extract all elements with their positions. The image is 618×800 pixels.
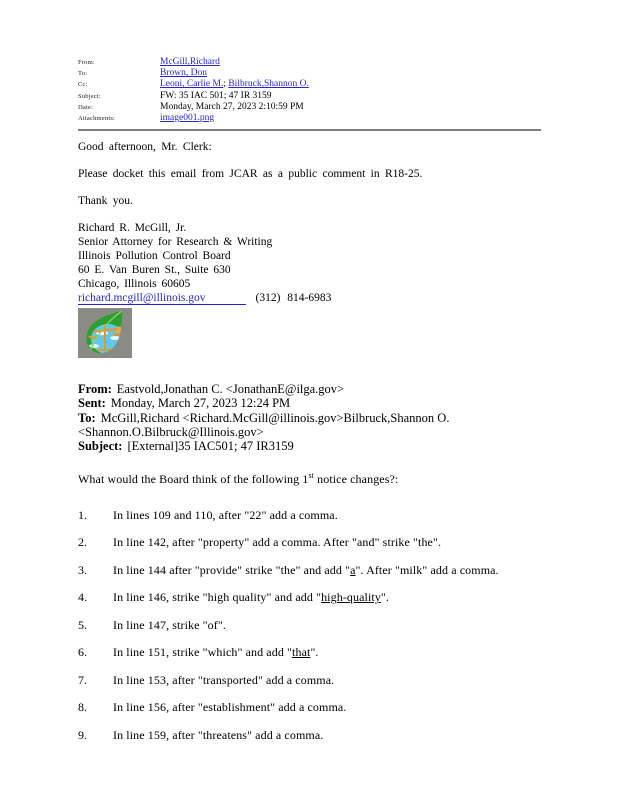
item-number: 6. bbox=[78, 645, 87, 660]
email-header-block bbox=[78, 57, 541, 131]
question-superscript: st bbox=[308, 470, 315, 480]
item-text-pre: In line 146, strike "high quality" and add " bbox=[113, 590, 322, 605]
pollution-control-board-logo-image bbox=[78, 308, 132, 358]
quoted-sent-label: Sent: bbox=[78, 396, 106, 411]
item-text-pre: In lines 109 and 110, after "22" add a comma. bbox=[113, 507, 338, 522]
list-item bbox=[78, 673, 541, 687]
header-row-attachments bbox=[78, 113, 541, 124]
date-value: Monday, March 27, 2023 2:10:59 PM bbox=[160, 101, 304, 112]
quoted-to-row bbox=[78, 411, 541, 440]
item-text-pre: In line 151, strike "which" and add " bbox=[113, 645, 293, 660]
email-document bbox=[78, 57, 541, 755]
header-row-subject bbox=[78, 91, 541, 102]
quoted-from-row bbox=[78, 382, 541, 396]
item-number: 9. bbox=[78, 727, 87, 742]
quoted-to-value-line2: <Shannon.O.Bilbruck@Illinois.gov> bbox=[78, 425, 264, 440]
leaf-scales-logo-icon bbox=[78, 308, 132, 358]
header-row-date bbox=[78, 102, 541, 113]
item-underlined-word: high-quality bbox=[321, 590, 381, 605]
signature-phone: (312) 814-6983 bbox=[255, 292, 332, 305]
date-label: Date: bbox=[78, 103, 94, 111]
subject-label: Subject: bbox=[78, 92, 101, 100]
item-text bbox=[113, 618, 541, 632]
item-number: 5. bbox=[78, 617, 87, 632]
item-underlined-word: a bbox=[350, 562, 356, 577]
item-number: 1. bbox=[78, 507, 87, 522]
item-text bbox=[113, 700, 541, 714]
list-item bbox=[78, 700, 541, 714]
list-item bbox=[78, 563, 541, 577]
item-text-pre: In line 153, after "transported" add a comma. bbox=[113, 672, 335, 687]
quoted-subject-label: Subject: bbox=[78, 439, 123, 454]
list-item bbox=[78, 728, 541, 742]
list-item bbox=[78, 618, 541, 632]
cc-label: Cc: bbox=[78, 81, 88, 89]
item-text bbox=[113, 728, 541, 742]
header-row-from bbox=[78, 57, 541, 68]
to-link[interactable]: Brown, Don bbox=[160, 68, 207, 79]
item-text-post: ". bbox=[380, 590, 390, 605]
item-text-pre: In line 142, after "property" add a comma. After "and" strike "the". bbox=[113, 535, 442, 550]
signature-org: Illinois Pollution Control Board bbox=[78, 250, 231, 263]
quoted-from-label: From: bbox=[78, 382, 112, 397]
item-text-pre: In line 156, after "establishment" add a comma. bbox=[113, 700, 347, 715]
signature-title: Senior Attorney for Research & Writing bbox=[78, 236, 273, 249]
item-text bbox=[113, 673, 541, 687]
item-text-pre: In line 144 after "provide" strike "the" and add " bbox=[113, 562, 351, 577]
question-post: notice changes?: bbox=[314, 471, 399, 486]
cc-separator: ; bbox=[223, 79, 229, 90]
list-item bbox=[78, 645, 541, 659]
item-text bbox=[113, 563, 541, 577]
item-text bbox=[113, 645, 541, 659]
quoted-from-value: Eastvold,Jonathan C. <JonathanE@ilga.gov> bbox=[116, 382, 345, 397]
notice-changes-list bbox=[78, 508, 541, 742]
from-link[interactable]: McGill,Richard bbox=[160, 57, 220, 67]
item-text-pre: In line 159, after "threatens" add a comma. bbox=[113, 727, 324, 742]
board-question-text bbox=[78, 472, 541, 486]
quoted-subject-row bbox=[78, 439, 541, 453]
item-text-post: ". bbox=[310, 645, 319, 660]
list-item bbox=[78, 535, 541, 549]
attachment-link[interactable]: image001.png bbox=[160, 112, 215, 123]
quoted-to-value-line1: McGill,Richard <Richard.McGill@illinois.gov>Bilbruck,Shannon O. bbox=[100, 410, 450, 425]
header-row-to bbox=[78, 68, 541, 79]
quoted-to-label: To: bbox=[78, 410, 96, 425]
greeting-text: Good afternoon, Mr. Clerk: bbox=[78, 141, 212, 154]
list-item bbox=[78, 590, 541, 604]
signature-block bbox=[78, 221, 541, 305]
item-number: 2. bbox=[78, 535, 87, 550]
signature-name: Richard R. McGill, Jr. bbox=[78, 222, 187, 235]
cc-link-leoni[interactable]: Leoni, Carlie M. bbox=[160, 79, 224, 90]
quoted-subject-value: [External]35 IAC501; 47 IR3159 bbox=[127, 439, 294, 454]
item-text bbox=[113, 535, 541, 549]
to-label: To: bbox=[78, 70, 88, 78]
item-number: 8. bbox=[78, 700, 87, 715]
quoted-sent-row bbox=[78, 396, 541, 410]
quoted-email-header bbox=[78, 382, 541, 453]
signature-city: Chicago, Illinois 60605 bbox=[78, 278, 191, 291]
thanks-text: Thank you. bbox=[78, 195, 133, 208]
signature-address: 60 E. Van Buren St., Suite 630 bbox=[78, 264, 231, 277]
item-text bbox=[113, 508, 541, 522]
from-label: From: bbox=[78, 59, 95, 66]
header-separator-line bbox=[78, 129, 541, 131]
attachments-label: Attachments: bbox=[78, 114, 116, 122]
item-text bbox=[113, 590, 541, 604]
item-number: 4. bbox=[78, 590, 87, 605]
item-number: 3. bbox=[78, 562, 87, 577]
item-text-pre: In line 147, strike "of". bbox=[113, 617, 226, 632]
item-number: 7. bbox=[78, 672, 87, 687]
quoted-sent-value: Monday, March 27, 2023 12:24 PM bbox=[110, 396, 291, 411]
item-text-post: ". After "milk" add a comma. bbox=[355, 562, 499, 577]
question-pre: What would the Board think of the following 1 bbox=[78, 471, 309, 486]
request-text: Please docket this email from JCAR as a public comment in R18-25. bbox=[78, 168, 423, 181]
subject-value: FW: 35 IAC 501; 47 IR 3159 bbox=[160, 90, 272, 101]
list-item bbox=[78, 508, 541, 522]
cc-link-bilbruck[interactable]: Bilbruck,Shannon O. bbox=[228, 79, 309, 90]
signature-email-link[interactable]: richard.mcgill@illinois.gov bbox=[78, 292, 206, 305]
signature-contact-line bbox=[78, 291, 541, 305]
item-underlined-word: that bbox=[292, 645, 311, 660]
header-row-cc bbox=[78, 79, 541, 90]
